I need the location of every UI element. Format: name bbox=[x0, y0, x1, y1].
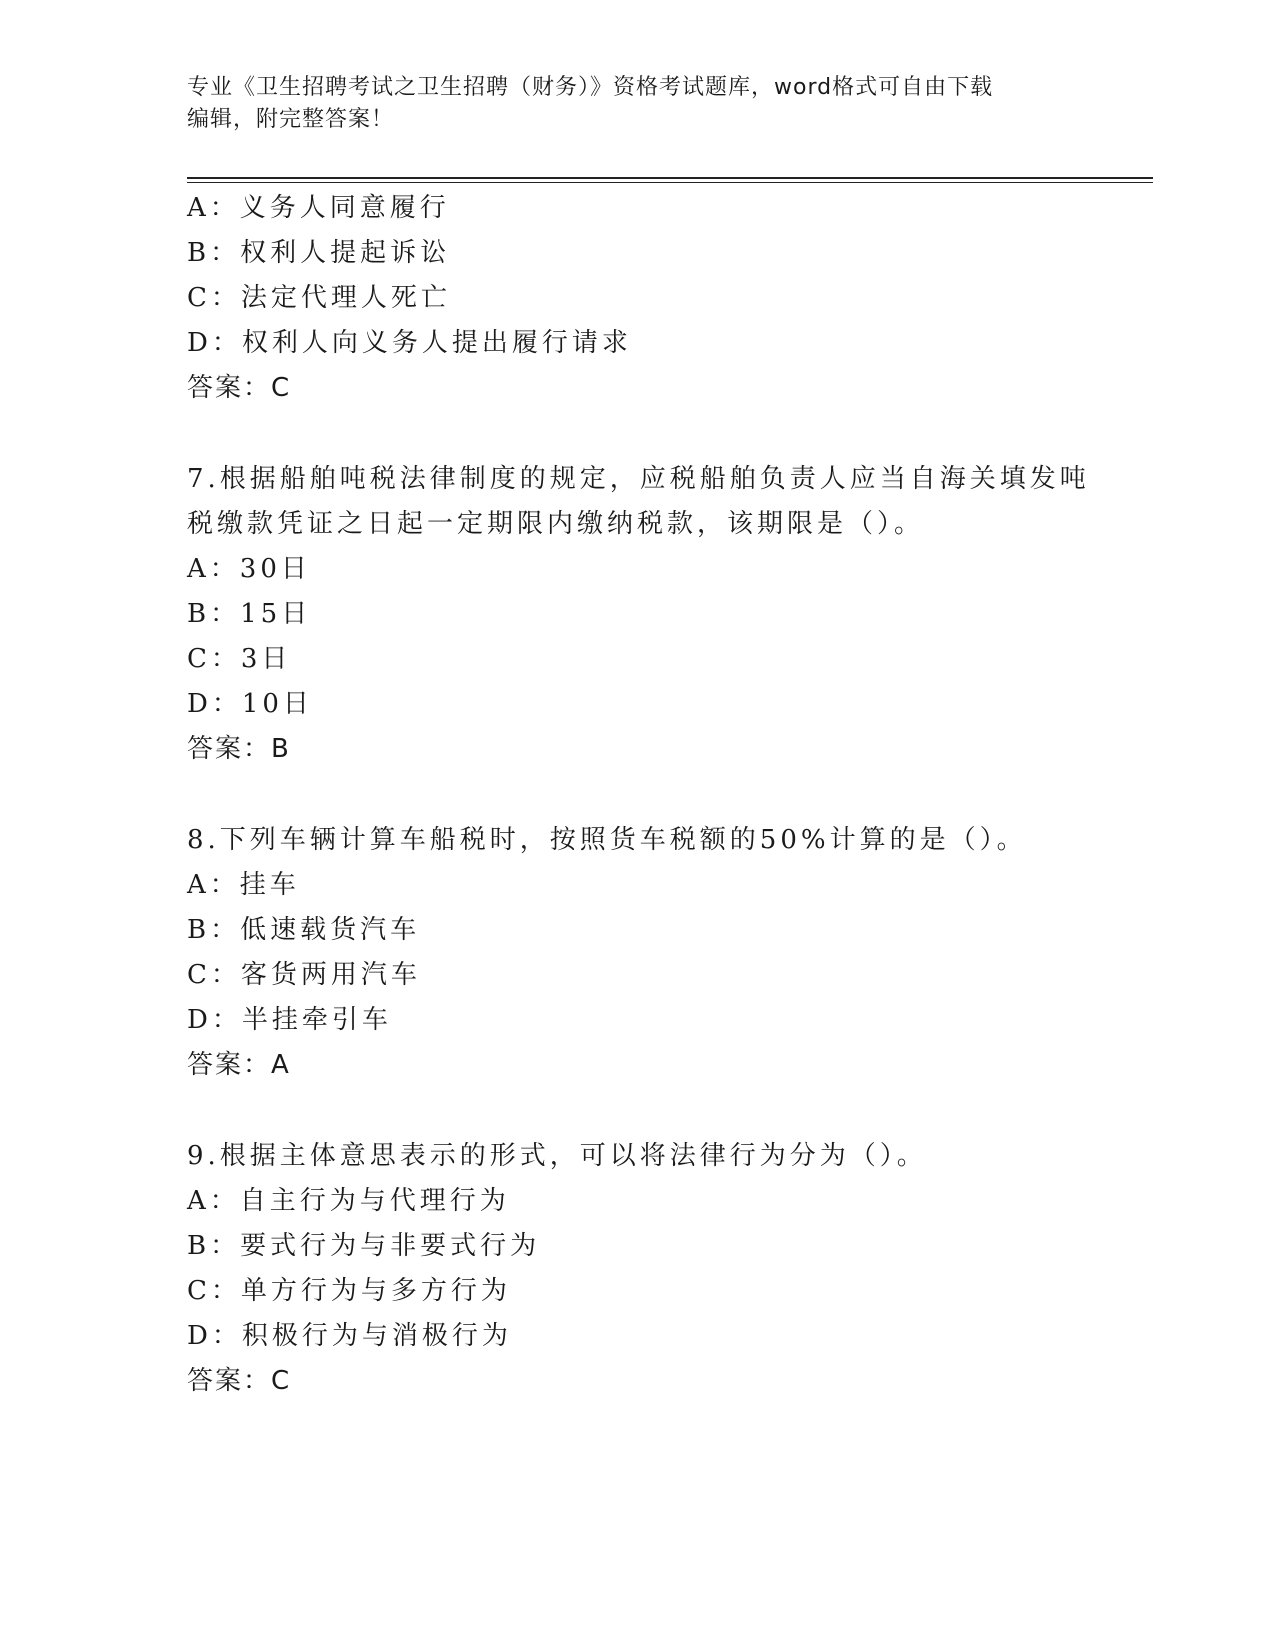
q7-option-a: A：30日 bbox=[187, 554, 311, 584]
q6-option-d: D：权利人向义务人提出履行请求 bbox=[187, 328, 632, 358]
q8-option-b: B：低速载货汽车 bbox=[187, 915, 421, 945]
q9-stem-line-1: 9.根据主体意思表示的形式，可以将法律行为分为（）。 bbox=[187, 1141, 927, 1171]
q9-option-d: D：积极行为与消极行为 bbox=[187, 1321, 512, 1351]
q8-answer: 答案：A bbox=[187, 1050, 291, 1080]
q9-option-b: B：要式行为与非要式行为 bbox=[187, 1231, 541, 1261]
header-divider-thick bbox=[187, 177, 1153, 179]
q6-option-a: A：义务人同意履行 bbox=[187, 193, 450, 223]
q6-option-b: B：权利人提起诉讼 bbox=[187, 238, 451, 268]
q7-stem-line-1: 7.根据船舶吨税法律制度的规定，应税船舶负责人应当自海关填发吨 bbox=[187, 464, 1090, 494]
q9-option-c: C：单方行为与多方行为 bbox=[187, 1276, 511, 1306]
q6-option-c: C：法定代理人死亡 bbox=[187, 283, 451, 313]
header-line-1: 专业《卫生招聘考试之卫生招聘（财务）》资格考试题库，word格式可自由下载 bbox=[187, 75, 994, 100]
q7-option-d: D：10日 bbox=[187, 689, 313, 719]
q7-answer: 答案：B bbox=[187, 734, 291, 764]
q8-stem-line-1: 8.下列车辆计算车船税时，按照货车税额的50%计算的是（）。 bbox=[187, 825, 1027, 855]
q7-option-b: B：15日 bbox=[187, 599, 312, 629]
q8-option-d: D：半挂牵引车 bbox=[187, 1005, 392, 1035]
q7-option-c: C：3日 bbox=[187, 644, 292, 674]
q9-option-a: A：自主行为与代理行为 bbox=[187, 1186, 510, 1216]
q9-answer: 答案：C bbox=[187, 1366, 292, 1396]
header-line-2: 编辑，附完整答案！ bbox=[187, 107, 395, 132]
q8-option-c: C：客货两用汽车 bbox=[187, 960, 421, 990]
document-header bbox=[187, 72, 1087, 136]
header-divider-thin bbox=[187, 182, 1153, 183]
q7-stem-line-2: 税缴款凭证之日起一定期限内缴纳税款，该期限是（）。 bbox=[187, 509, 925, 539]
q8-option-a: A：挂车 bbox=[187, 870, 300, 900]
q6-answer: 答案：C bbox=[187, 373, 292, 403]
